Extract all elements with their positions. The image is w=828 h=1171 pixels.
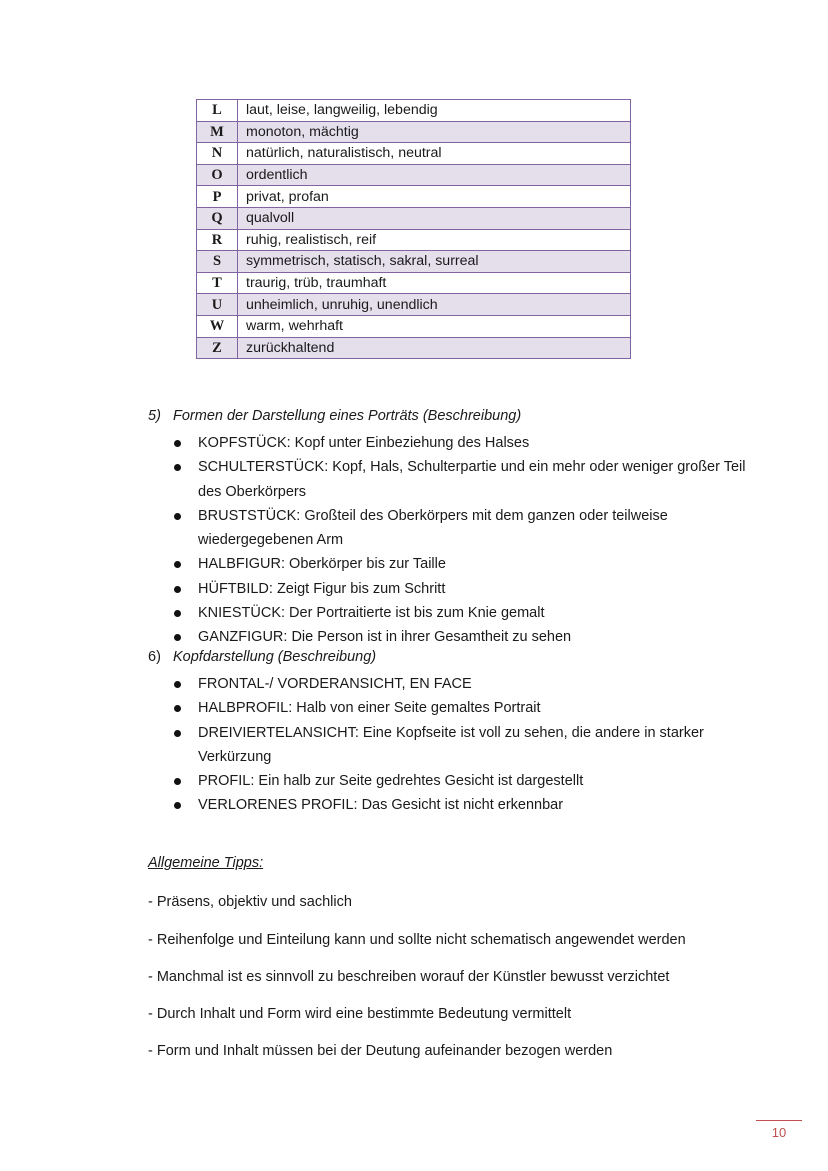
tips-heading: Allgemeine Tipps:: [148, 855, 264, 871]
table-row: [197, 207, 631, 229]
section-6-heading: [148, 649, 376, 665]
table-row: [197, 294, 631, 316]
row-words: ruhig, realistisch, reif: [238, 229, 631, 251]
table-row: [197, 272, 631, 294]
table-row: [197, 186, 631, 208]
row-letter: Q: [197, 207, 238, 229]
section-5-title: Formen der Darstellung eines Porträts (Beschreibung): [173, 408, 522, 424]
tip-item: - Durch Inhalt und Form wird eine bestimmte Bedeutung vermittelt: [148, 1006, 572, 1022]
section-6-number: 6): [148, 649, 161, 665]
list-item: GANZFIGUR: Die Person ist in ihrer Gesamtheit zu sehen: [172, 625, 752, 649]
table-row: [197, 337, 631, 359]
row-letter: N: [197, 143, 238, 165]
row-letter: R: [197, 229, 238, 251]
row-words: qualvoll: [238, 207, 631, 229]
tip-item: - Manchmal ist es sinnvoll zu beschreiben worauf der Künstler bewusst verzichtet: [148, 969, 670, 985]
row-letter: W: [197, 315, 238, 337]
section-5-heading: [148, 408, 521, 424]
table-row: [197, 164, 631, 186]
list-item: VERLORENES PROFIL: Das Gesicht ist nicht erkennbar: [172, 793, 752, 817]
adjective-table: [196, 99, 631, 359]
list-item: FRONTAL-/ VORDERANSICHT, EN FACE: [172, 672, 752, 696]
table-row: [197, 229, 631, 251]
list-item: KOPFSTÜCK: Kopf unter Einbeziehung des Halses: [172, 431, 752, 455]
table-row: [197, 100, 631, 122]
list-item: HALBPROFIL: Halb von einer Seite gemaltes Portrait: [172, 696, 752, 720]
row-words: ordentlich: [238, 164, 631, 186]
row-letter: L: [197, 100, 238, 122]
section-6-title: Kopfdarstellung (Beschreibung): [173, 649, 377, 665]
table-row: [197, 315, 631, 337]
row-words: traurig, trüb, traumhaft: [238, 272, 631, 294]
list-item: SCHULTERSTÜCK: Kopf, Hals, Schulterpartie und ein mehr oder weniger großer Teil des Oberkörpers: [172, 455, 752, 504]
page-number: 10: [771, 1125, 787, 1140]
row-letter: T: [197, 272, 238, 294]
footer-divider: [756, 1120, 802, 1121]
row-words: natürlich, naturalistisch, neutral: [238, 143, 631, 165]
row-words: unheimlich, unruhig, unendlich: [238, 294, 631, 316]
list-item: BRUSTSTÜCK: Großteil des Oberkörpers mit dem ganzen oder teilweise wiedergegebenen Arm: [172, 504, 752, 553]
list-item: KNIESTÜCK: Der Portraitierte ist bis zum Knie gemalt: [172, 601, 752, 625]
row-words: symmetrisch, statisch, sakral, surreal: [238, 251, 631, 273]
row-words: laut, leise, langweilig, lebendig: [238, 100, 631, 122]
list-item: PROFIL: Ein halb zur Seite gedrehtes Gesicht ist dargestellt: [172, 769, 752, 793]
row-words: warm, wehrhaft: [238, 315, 631, 337]
row-letter: S: [197, 251, 238, 273]
list-item: HÜFTBILD: Zeigt Figur bis zum Schritt: [172, 577, 752, 601]
row-letter: M: [197, 121, 238, 143]
table-row: [197, 121, 631, 143]
row-words: monoton, mächtig: [238, 121, 631, 143]
section-6-list: [172, 672, 752, 818]
row-letter: O: [197, 164, 238, 186]
row-letter: U: [197, 294, 238, 316]
table-row: [197, 251, 631, 273]
section-5-number: 5): [148, 408, 161, 424]
list-item: DREIVIERTELANSICHT: Eine Kopfseite ist voll zu sehen, die andere in starker Verkürzung: [172, 721, 752, 770]
section-5-list: [172, 431, 752, 650]
tip-item: - Reihenfolge und Einteilung kann und sollte nicht schematisch angewendet werden: [148, 932, 686, 948]
row-words: zurückhaltend: [238, 337, 631, 359]
tip-item: - Form und Inhalt müssen bei der Deutung aufeinander bezogen werden: [148, 1043, 613, 1059]
tip-item: - Präsens, objektiv und sachlich: [148, 894, 352, 910]
row-letter: P: [197, 186, 238, 208]
table-row: [197, 143, 631, 165]
list-item: HALBFIGUR: Oberkörper bis zur Taille: [172, 552, 752, 576]
row-words: privat, profan: [238, 186, 631, 208]
row-letter: Z: [197, 337, 238, 359]
